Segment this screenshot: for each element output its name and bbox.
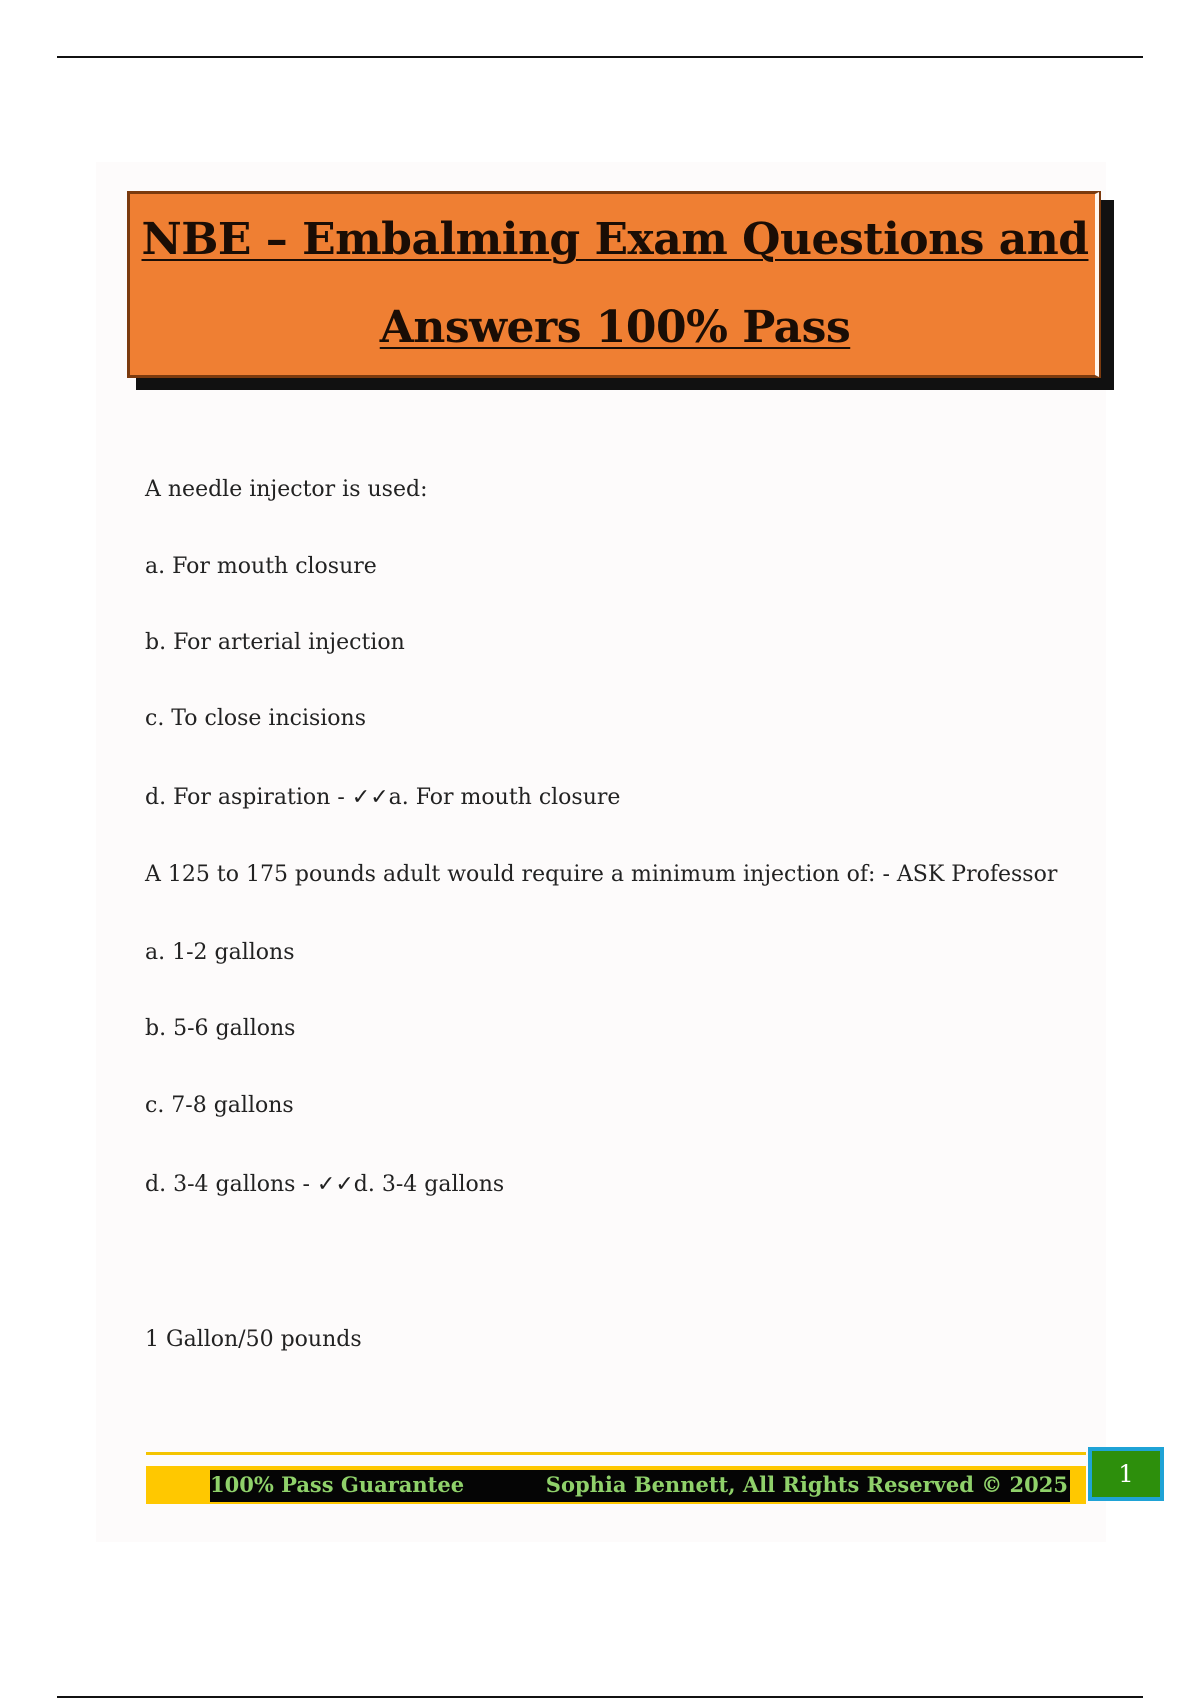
question-2-note: 1 Gallon/50 pounds: [145, 1327, 362, 1352]
question-2-option-b: b. 5-6 gallons: [145, 1016, 296, 1041]
question-2-option-c: c. 7-8 gallons: [145, 1093, 294, 1118]
footer-gold-line: [146, 1452, 1086, 1455]
bottom-rule: [57, 1696, 1143, 1698]
document-title: [135, 196, 1095, 372]
question-2-option-a: a. 1-2 gallons: [145, 940, 295, 965]
question-2-prompt: A 125 to 175 pounds adult would require a minimum injection of: - ASK Professor: [145, 862, 1058, 887]
top-rule: [57, 56, 1143, 58]
footer-guarantee-text: 100% Pass Guarantee: [210, 1472, 465, 1497]
document-title-line-2: Answers 100% Pass: [379, 302, 851, 353]
question-1-option-c: c. To close incisions: [145, 706, 367, 731]
question-1-option-a: a. For mouth closure: [145, 554, 377, 579]
question-1-prompt: A needle injector is used:: [145, 477, 428, 502]
footer-copyright-text: Sophia Bennett, All Rights Reserved © 2025: [545, 1472, 1068, 1497]
question-1-option-d-answer: d. For aspiration - ✓✓a. For mouth closure: [145, 785, 621, 810]
question-1-option-b: b. For arterial injection: [145, 630, 405, 655]
page-number: 1: [1088, 1447, 1164, 1501]
document-title-line-1: NBE – Embalming Exam Questions and: [141, 214, 1089, 265]
question-2-option-d-answer: d. 3-4 gallons - ✓✓d. 3-4 gallons: [145, 1172, 505, 1197]
